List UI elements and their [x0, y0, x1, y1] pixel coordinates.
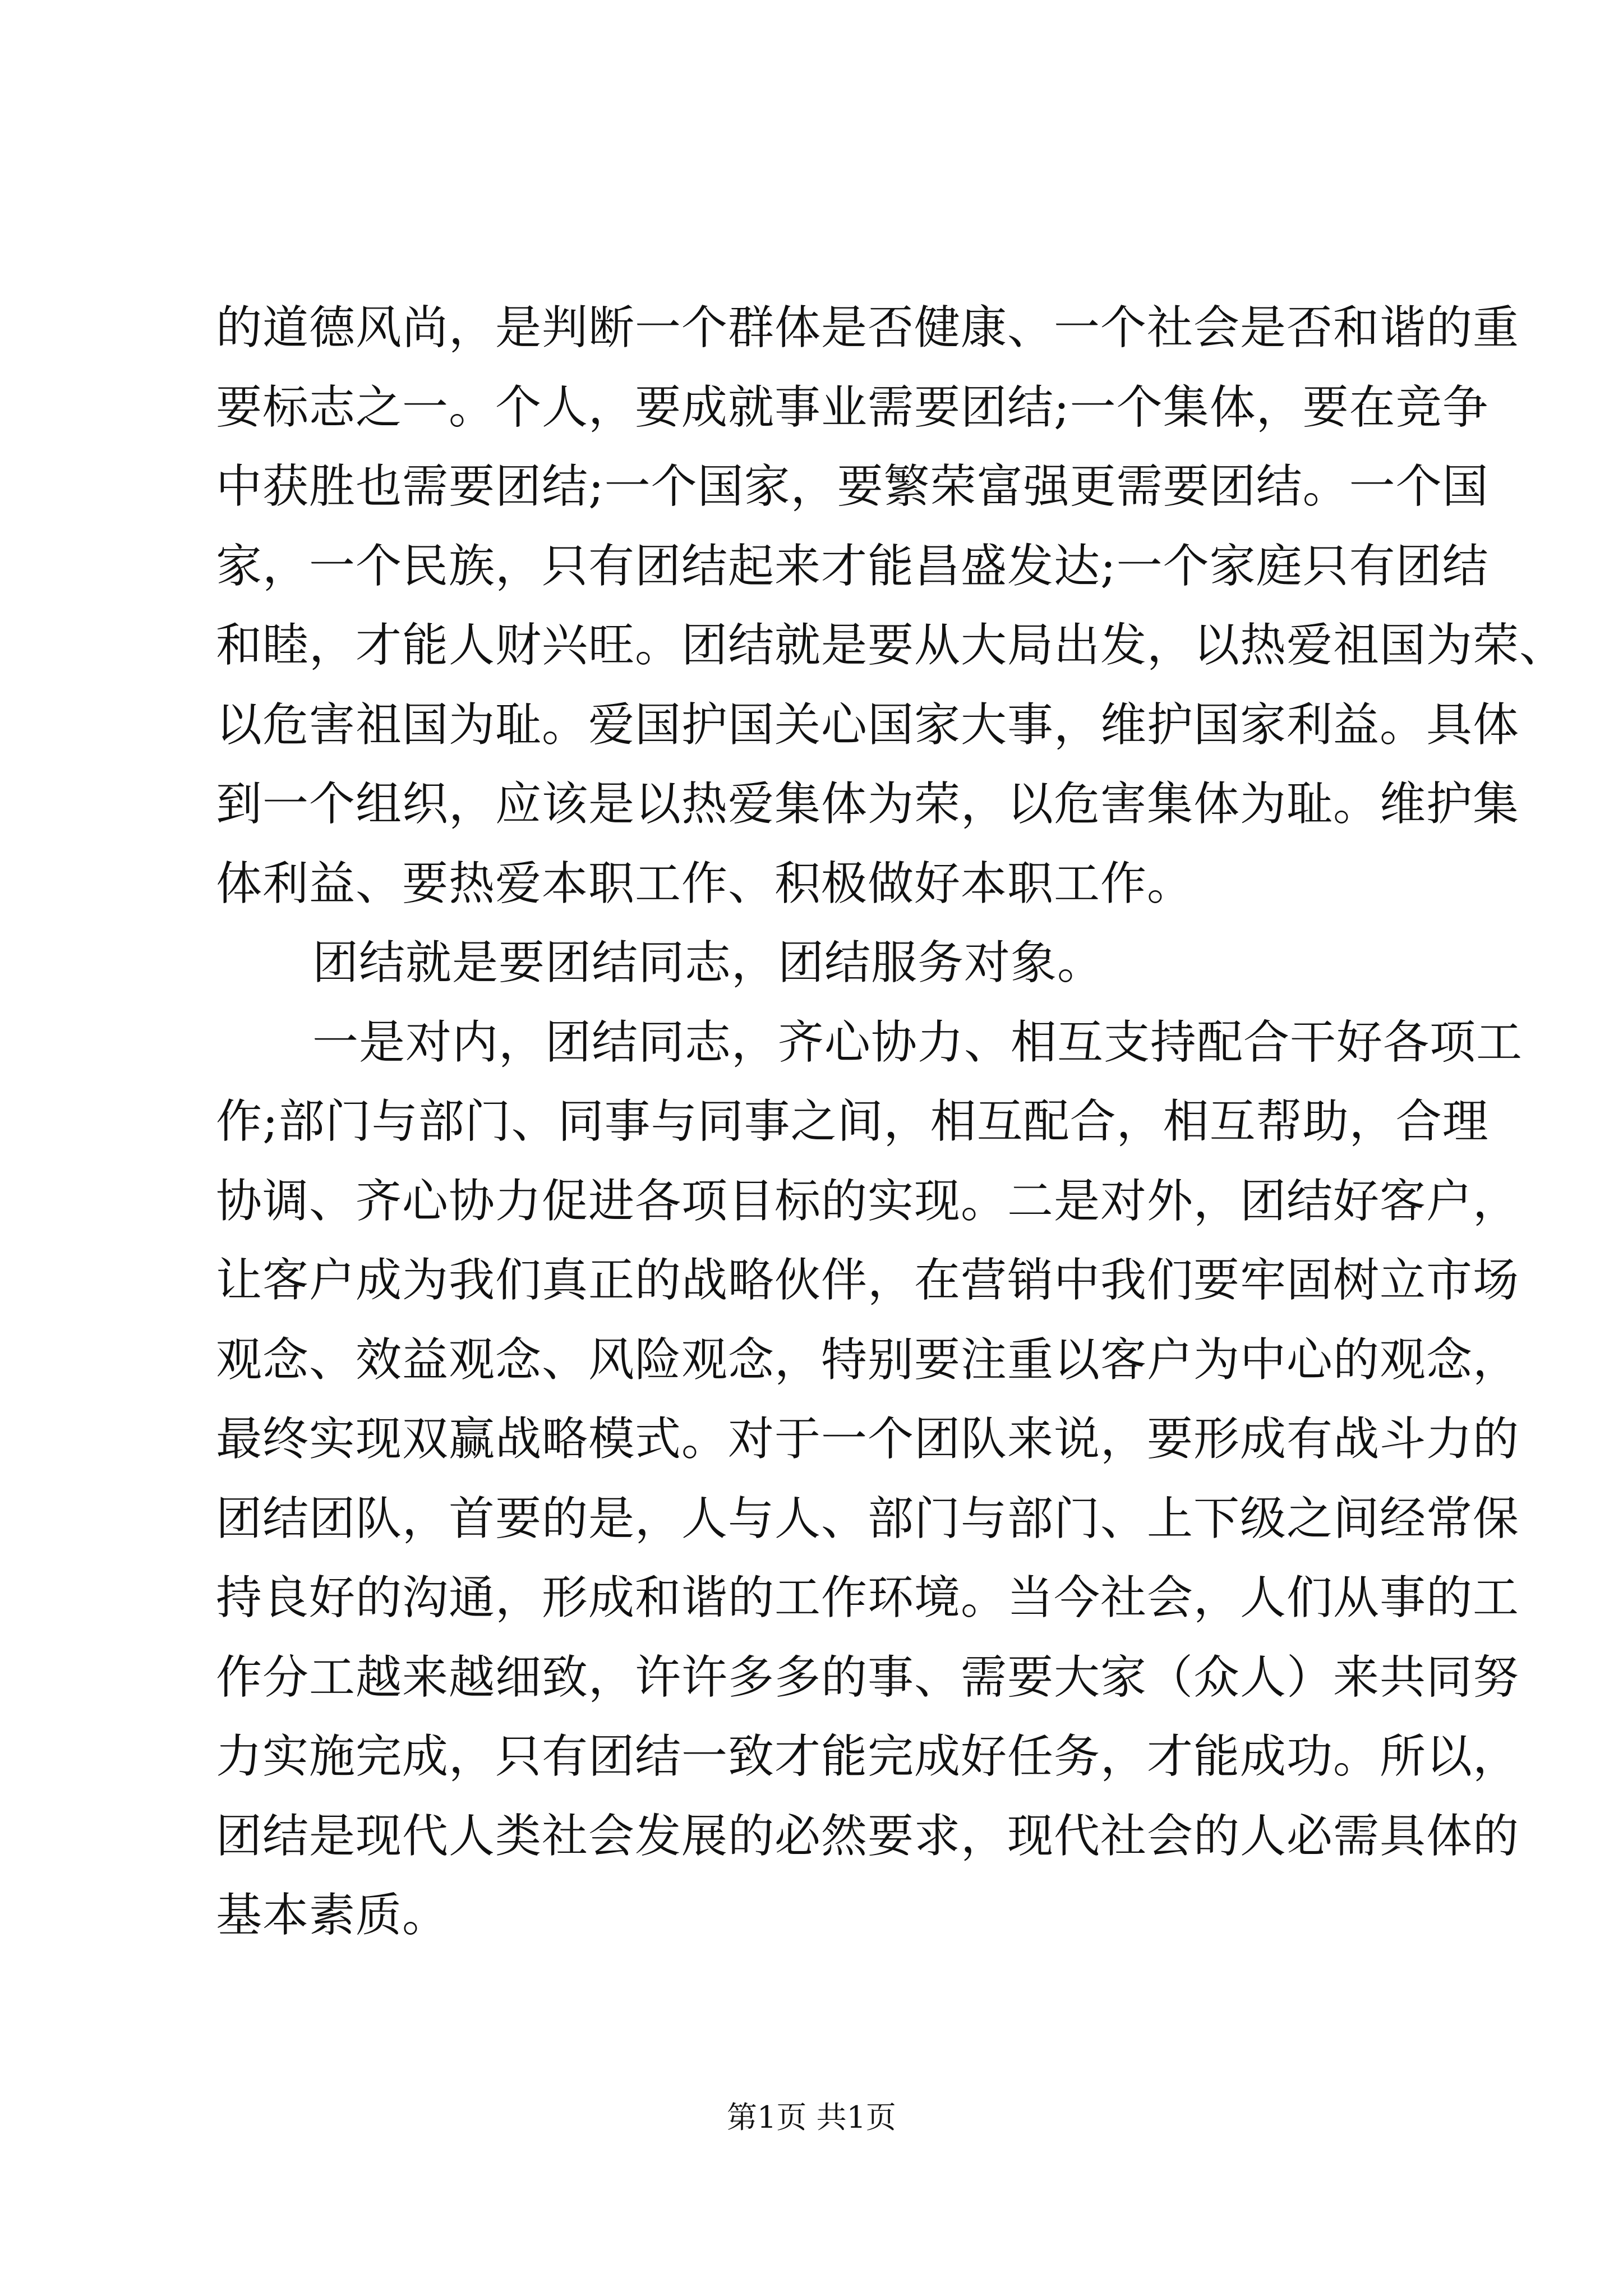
text-line: 基本素质。 — [216, 1889, 449, 1942]
text-line: 最终实现双赢战略模式。对于一个团队来说，要形成有战斗力的 — [216, 1412, 1520, 1466]
text-line: 作;部门与部门、同事与同事之间，相互配合，相互帮助，合理 — [216, 1095, 1489, 1148]
text-line: 持良好的沟通，形成和谐的工作环境。当今社会，人们从事的工 — [216, 1571, 1520, 1625]
text-line: 家，一个民族，只有团结起来才能昌盛发达;一个家庭只有团结 — [216, 539, 1489, 593]
text-line: 体利益、要热爱本职工作、积极做好本职工作。 — [216, 857, 1194, 910]
text-line: 观念、效益观念、风险观念，特别要注重以客户为中心的观念， — [216, 1333, 1520, 1387]
paragraph-start-line: 一是对内，团结同志，齐心协力、相互支持配合干好各项工 — [312, 1015, 1523, 1069]
text-line: 团结团队，首要的是，人与人、部门与部门、上下级之间经常保 — [216, 1492, 1520, 1545]
text-line: 到一个组织，应该是以热爱集体为荣，以危害集体为耻。维护集 — [216, 777, 1520, 831]
text-line: 以危害祖国为耻。爱国护国关心国家大事，维护国家利益。具体 — [216, 698, 1520, 752]
text-line: 和睦，才能人财兴旺。团结就是要从大局出发，以热爱祖国为荣、 — [216, 619, 1566, 672]
text-line: 作分工越来越细致，许许多多的事、需要大家（众人）来共同努 — [216, 1650, 1520, 1704]
text-line: 要标志之一。个人，要成就事业需要团结;一个集体，要在竞争 — [216, 380, 1489, 434]
body-text — [216, 288, 1566, 1955]
text-line: 团结是现代人类社会发展的必然要求，现代社会的人必需具体的 — [216, 1809, 1520, 1863]
text-line: 的道德风尚，是判断一个群体是否健康、一个社会是否和谐的重 — [216, 301, 1520, 355]
page-footer — [0, 2098, 1623, 2137]
text-line: 力实施完成，只有团结一致才能完成好任务，才能成功。所以， — [216, 1730, 1520, 1783]
paragraph-start-line: 团结就是要团结同志，团结服务对象。 — [312, 936, 1104, 990]
text-line: 协调、齐心协力促进各项目标的实现。二是对外，团结好客户， — [216, 1174, 1520, 1228]
text-line: 让客户成为我们真正的战略伙伴，在营销中我们要牢固树立市场 — [216, 1254, 1520, 1307]
page-number-label: 第1页 共1页 — [727, 2100, 896, 2135]
text-line: 中获胜也需要团结;一个国家，要繁荣富强更需要团结。一个国 — [216, 460, 1489, 513]
